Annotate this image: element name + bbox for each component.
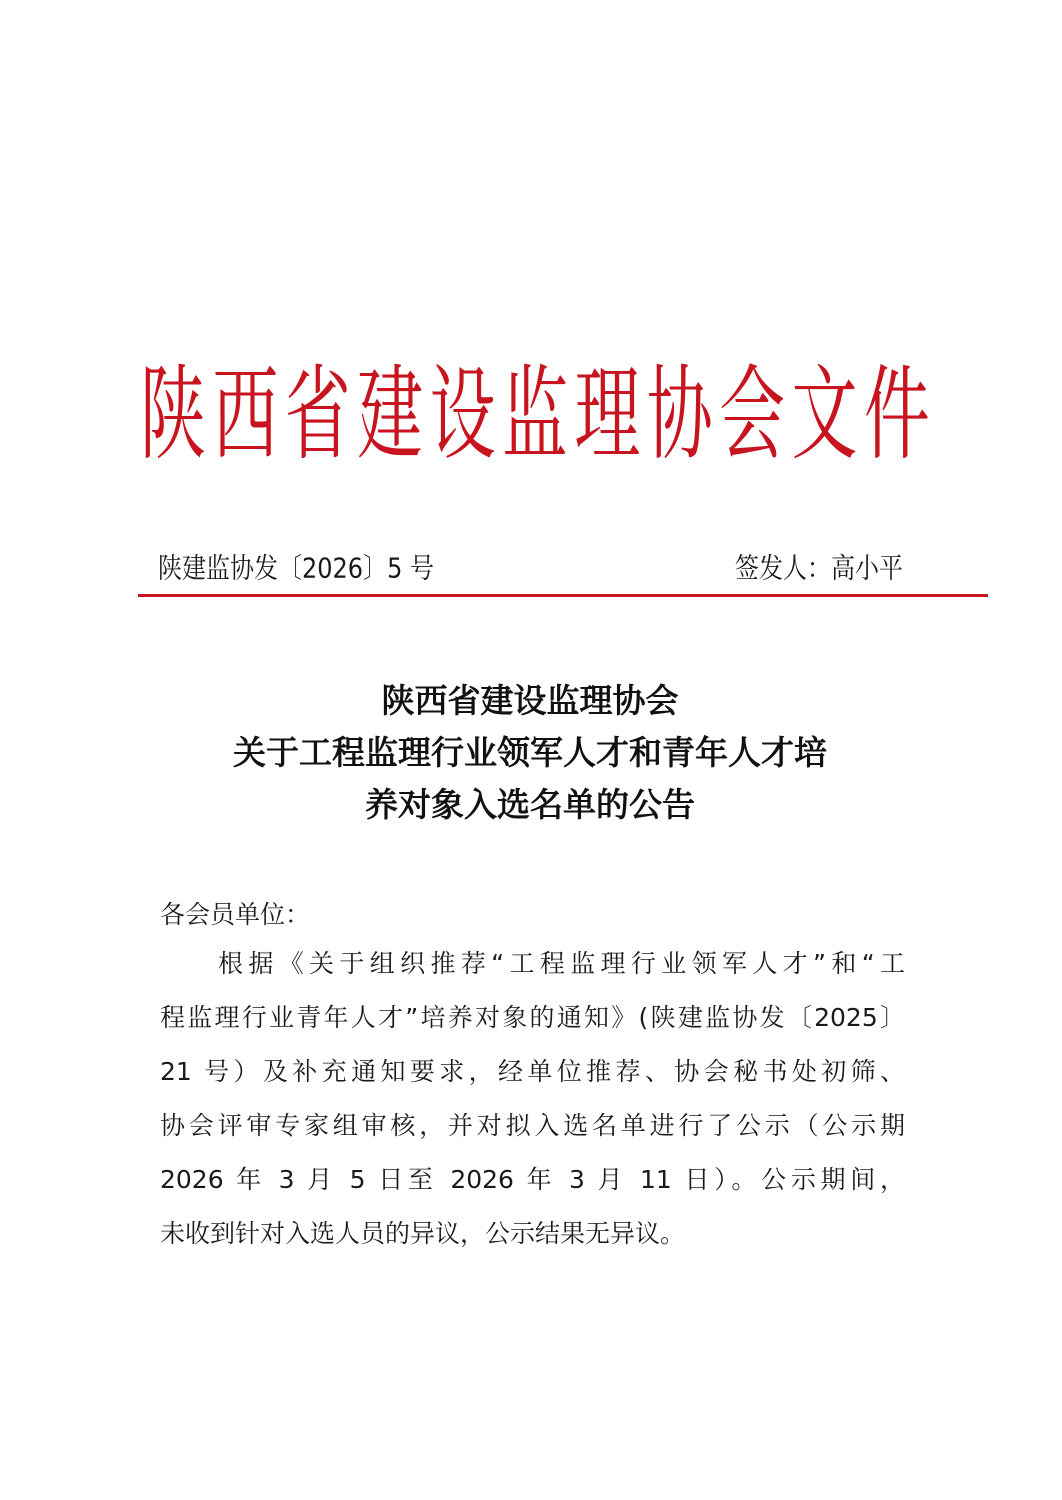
- masthead-char: 件: [863, 354, 930, 474]
- title-line: 养对象入选名单的公告: [365, 785, 695, 824]
- body-line: 未收到针对入选人员的异议，公示结果无异议。: [160, 1219, 686, 1248]
- signer: 签发人：高小平: [735, 552, 903, 585]
- title-line: 陕西省建设监理协会: [381, 681, 679, 720]
- masthead-char: 设: [429, 354, 496, 474]
- masthead-char: 协: [646, 354, 713, 474]
- body-line: 程监理行业青年人才”培养对象的通知》(陕建监协发〔2025〕: [160, 1003, 905, 1032]
- masthead-char: 省: [284, 354, 351, 474]
- masthead-title: [140, 345, 930, 474]
- salutation: 各会员单位：: [160, 900, 311, 929]
- masthead-char: 监: [501, 354, 568, 474]
- title-line: 关于工程监理行业领军人才和青年人才培: [233, 733, 827, 772]
- body-line: 根据《关于组织推荐“工程监理行业领军人才”和“工: [218, 949, 905, 978]
- document-number: 陕建监协发〔2026〕5 号: [158, 552, 434, 585]
- masthead-char: 文: [791, 354, 858, 474]
- red-divider: [138, 594, 988, 597]
- masthead-char: 陕: [140, 354, 206, 474]
- body-paragraph: [160, 937, 920, 1261]
- document-number-row: [158, 548, 903, 583]
- body-line: 2026 年 3 月 5 日至 2026 年 3 月 11 日）。公示期间，: [160, 1165, 905, 1194]
- body-line: 21 号）及补充通知要求，经单位推荐、协会秘书处初筛、: [160, 1057, 905, 1086]
- masthead-char: 西: [212, 354, 279, 474]
- masthead-char: 建: [357, 354, 424, 474]
- masthead-char: 理: [574, 354, 641, 474]
- document-title: [130, 675, 930, 831]
- body-line: 协会评审专家组审核，并对拟入选名单进行了公示（公示期: [160, 1111, 905, 1140]
- masthead-char: 会: [719, 354, 786, 474]
